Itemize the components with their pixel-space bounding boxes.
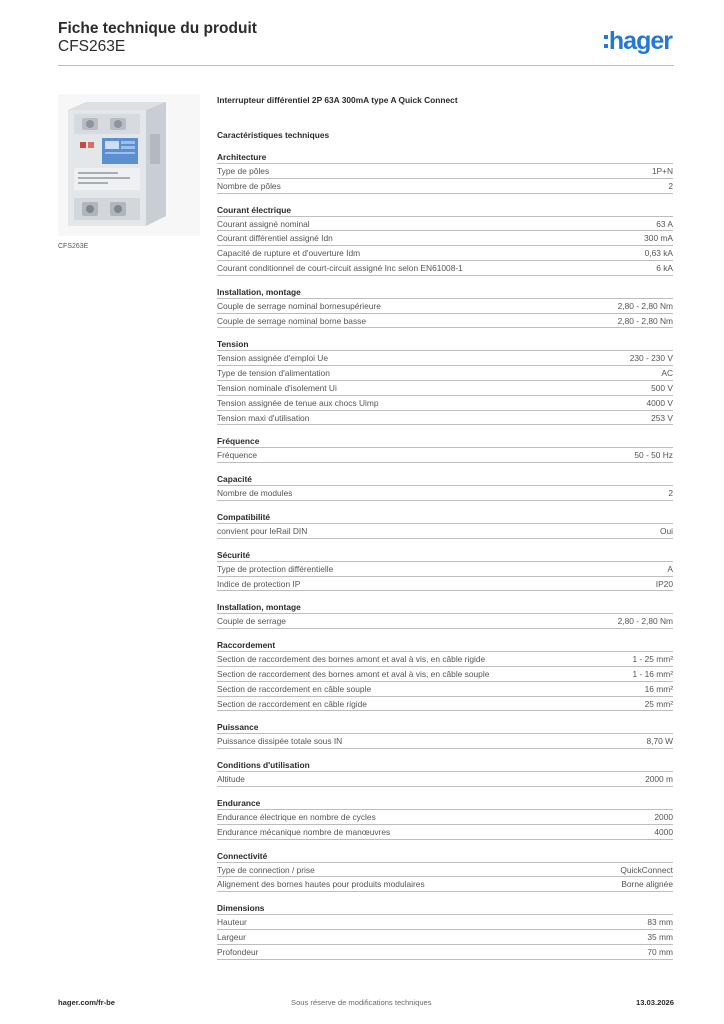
specs-heading: Caractéristiques techniques xyxy=(217,130,330,140)
spec-row xyxy=(217,411,673,426)
spec-group xyxy=(217,600,673,629)
hager-logo[interactable] xyxy=(604,27,672,55)
spec-label: Section de raccordement des bornes amont et aval à vis, en câble rigide xyxy=(217,654,486,665)
spec-value: 35 mm xyxy=(647,931,673,942)
spec-group xyxy=(217,758,673,787)
document-title: Fiche technique du produit xyxy=(58,20,257,37)
spec-group-title: Compatibilité xyxy=(217,510,673,524)
spec-row xyxy=(217,614,673,629)
spec-group-title: Connectivité xyxy=(217,849,673,863)
spec-groups xyxy=(217,150,673,960)
product-reference: CFS263E xyxy=(58,38,126,55)
spec-value: 6 kA xyxy=(656,262,673,273)
spec-value: 500 V xyxy=(651,382,673,393)
spec-value: 2000 m xyxy=(645,774,673,785)
spec-row xyxy=(217,915,673,930)
spec-label: Courant conditionnel de court-circuit assigné Inc selon EN61008-1 xyxy=(217,262,463,273)
logo-text: hager xyxy=(608,27,672,55)
image-caption: CFS263E xyxy=(58,243,89,250)
spec-group-title: Fréquence xyxy=(217,434,673,448)
product-name: Interrupteur différentiel 2P 63A 300mA type A Quick Connect xyxy=(217,95,458,105)
spec-group-title: Capacité xyxy=(217,472,673,486)
logo-colon-icon xyxy=(604,35,608,48)
spec-row xyxy=(217,682,673,697)
spec-label: Tension nominale d'isolement Ui xyxy=(217,382,337,393)
spec-label: Section de raccordement en câble souple xyxy=(217,683,372,694)
spec-label: Endurance électrique en nombre de cycles xyxy=(217,811,376,822)
spec-label: convient pour leRail DIN xyxy=(217,525,308,536)
spec-value: Oui xyxy=(659,525,673,536)
spec-group xyxy=(217,548,673,592)
circuit-breaker-icon xyxy=(58,94,200,236)
spec-group-title: Raccordement xyxy=(217,638,673,652)
spec-row xyxy=(217,697,673,712)
spec-row xyxy=(217,772,673,787)
spec-label: Courant assigné nominal xyxy=(217,218,310,229)
spec-row xyxy=(217,448,673,463)
spec-value: 1 - 16 mm² xyxy=(632,668,673,679)
spec-value: 63 A xyxy=(656,218,673,229)
spec-row xyxy=(217,877,673,892)
spec-value: 4000 xyxy=(654,826,673,837)
spec-value: 253 V xyxy=(651,412,673,423)
spec-row xyxy=(217,930,673,945)
spec-group xyxy=(217,901,673,959)
spec-group-title: Tension xyxy=(217,337,673,351)
spec-label: Nombre de pôles xyxy=(217,180,281,191)
spec-value: IP20 xyxy=(655,578,673,589)
spec-group-title: Courant électrique xyxy=(217,203,673,217)
spec-group-title: Puissance xyxy=(217,720,673,734)
spec-row xyxy=(217,231,673,246)
spec-label: Section de raccordement des bornes amont et aval à vis, en câble souple xyxy=(217,668,490,679)
spec-value: 4000 V xyxy=(646,397,673,408)
spec-value: 2,80 - 2,80 Nm xyxy=(617,616,673,627)
spec-value: 25 mm² xyxy=(644,698,673,709)
footer-disclaimer: Sous réserve de modifications techniques xyxy=(291,998,432,1007)
spec-label: Type de tension d'alimentation xyxy=(217,368,330,379)
spec-row xyxy=(217,577,673,592)
spec-row xyxy=(217,217,673,232)
spec-row xyxy=(217,667,673,682)
spec-group-title: Endurance xyxy=(217,796,673,810)
spec-value: 2,80 - 2,80 Nm xyxy=(617,315,673,326)
spec-content xyxy=(217,94,673,960)
spec-label: Capacité de rupture et d'ouverture Idm xyxy=(217,248,361,259)
spec-row xyxy=(217,562,673,577)
spec-group xyxy=(217,150,673,194)
spec-label: Alignement des bornes hautes pour produits modulaires xyxy=(217,879,425,890)
spec-row xyxy=(217,351,673,366)
spec-label: Couple de serrage nominal bornesupérieure xyxy=(217,300,381,311)
spec-row xyxy=(217,863,673,878)
spec-row xyxy=(217,945,673,960)
spec-group xyxy=(217,638,673,711)
spec-group xyxy=(217,285,673,329)
footer-date: 13.03.2026 xyxy=(635,998,674,1007)
spec-row xyxy=(217,314,673,329)
spec-row xyxy=(217,810,673,825)
spec-row xyxy=(217,825,673,840)
spec-group xyxy=(217,849,673,893)
spec-value: 230 - 230 V xyxy=(629,353,673,364)
spec-value: 8,70 W xyxy=(646,736,673,747)
spec-label: Endurance mécanique nombre de manœuvres xyxy=(217,826,391,837)
spec-group xyxy=(217,203,673,276)
spec-label: Couple de serrage nominal borne basse xyxy=(217,315,366,326)
spec-group-title: Conditions d'utilisation xyxy=(217,758,673,772)
spec-value: AC xyxy=(661,368,673,379)
spec-label: Couple de serrage xyxy=(217,616,286,627)
spec-row xyxy=(217,652,673,667)
spec-row xyxy=(217,366,673,381)
spec-row xyxy=(217,299,673,314)
spec-label: Type de connection / prise xyxy=(217,864,315,875)
spec-label: Tension assignée de tenue aux chocs Uimp xyxy=(217,397,379,408)
spec-group xyxy=(217,796,673,840)
spec-label: Nombre de modules xyxy=(217,488,293,499)
spec-value: A xyxy=(667,563,673,574)
spec-value: 16 mm² xyxy=(644,683,673,694)
spec-row xyxy=(217,486,673,501)
spec-group xyxy=(217,434,673,463)
spec-row xyxy=(217,246,673,261)
spec-row xyxy=(217,179,673,194)
spec-group-title: Installation, montage xyxy=(217,600,673,614)
spec-value: 2 xyxy=(668,488,673,499)
spec-value: 50 - 50 Hz xyxy=(634,450,673,461)
spec-label: Largeur xyxy=(217,931,246,942)
spec-row xyxy=(217,734,673,749)
spec-row xyxy=(217,261,673,276)
spec-row xyxy=(217,381,673,396)
spec-row xyxy=(217,396,673,411)
spec-value: 2000 xyxy=(654,811,673,822)
spec-group xyxy=(217,510,673,539)
spec-value: 300 mA xyxy=(644,233,673,244)
footer-website-link[interactable]: hager.com/fr-be xyxy=(58,998,115,1007)
spec-group-title: Installation, montage xyxy=(217,285,673,299)
spec-group xyxy=(217,720,673,749)
spec-group-title: Architecture xyxy=(217,150,673,164)
spec-value: 2 xyxy=(668,180,673,191)
product-image xyxy=(58,94,200,236)
spec-value: 2,80 - 2,80 Nm xyxy=(617,300,673,311)
spec-label: Altitude xyxy=(217,774,245,785)
spec-group xyxy=(217,472,673,501)
spec-value: QuickConnect xyxy=(620,864,673,875)
spec-label: Fréquence xyxy=(217,450,258,461)
spec-label: Profondeur xyxy=(217,946,259,957)
spec-value: Borne alignée xyxy=(621,879,673,890)
spec-value: 0,63 kA xyxy=(644,248,673,259)
spec-label: Puissance dissipée totale sous IN xyxy=(217,736,343,747)
spec-label: Tension maxi d'utilisation xyxy=(217,412,310,423)
spec-row xyxy=(217,524,673,539)
spec-group xyxy=(217,337,673,425)
header-divider xyxy=(58,65,674,66)
page-footer xyxy=(58,998,674,1010)
spec-label: Tension assignée d'emploi Ue xyxy=(217,353,329,364)
spec-group-title: Sécurité xyxy=(217,548,673,562)
page-header xyxy=(58,20,678,60)
spec-value: 1P+N xyxy=(651,166,673,176)
spec-label: Courant différentiel assigné Idn xyxy=(217,233,333,244)
spec-label: Type de pôles xyxy=(217,166,270,176)
spec-label: Type de protection différentielle xyxy=(217,563,334,574)
spec-group-title: Dimensions xyxy=(217,901,673,915)
spec-label: Section de raccordement en câble rigide xyxy=(217,698,367,709)
spec-label: Hauteur xyxy=(217,917,247,928)
spec-value: 70 mm xyxy=(647,946,673,957)
spec-value: 83 mm xyxy=(647,917,673,928)
spec-row xyxy=(217,164,673,179)
spec-value: 1 - 25 mm² xyxy=(632,654,673,665)
spec-label: Indice de protection IP xyxy=(217,578,301,589)
